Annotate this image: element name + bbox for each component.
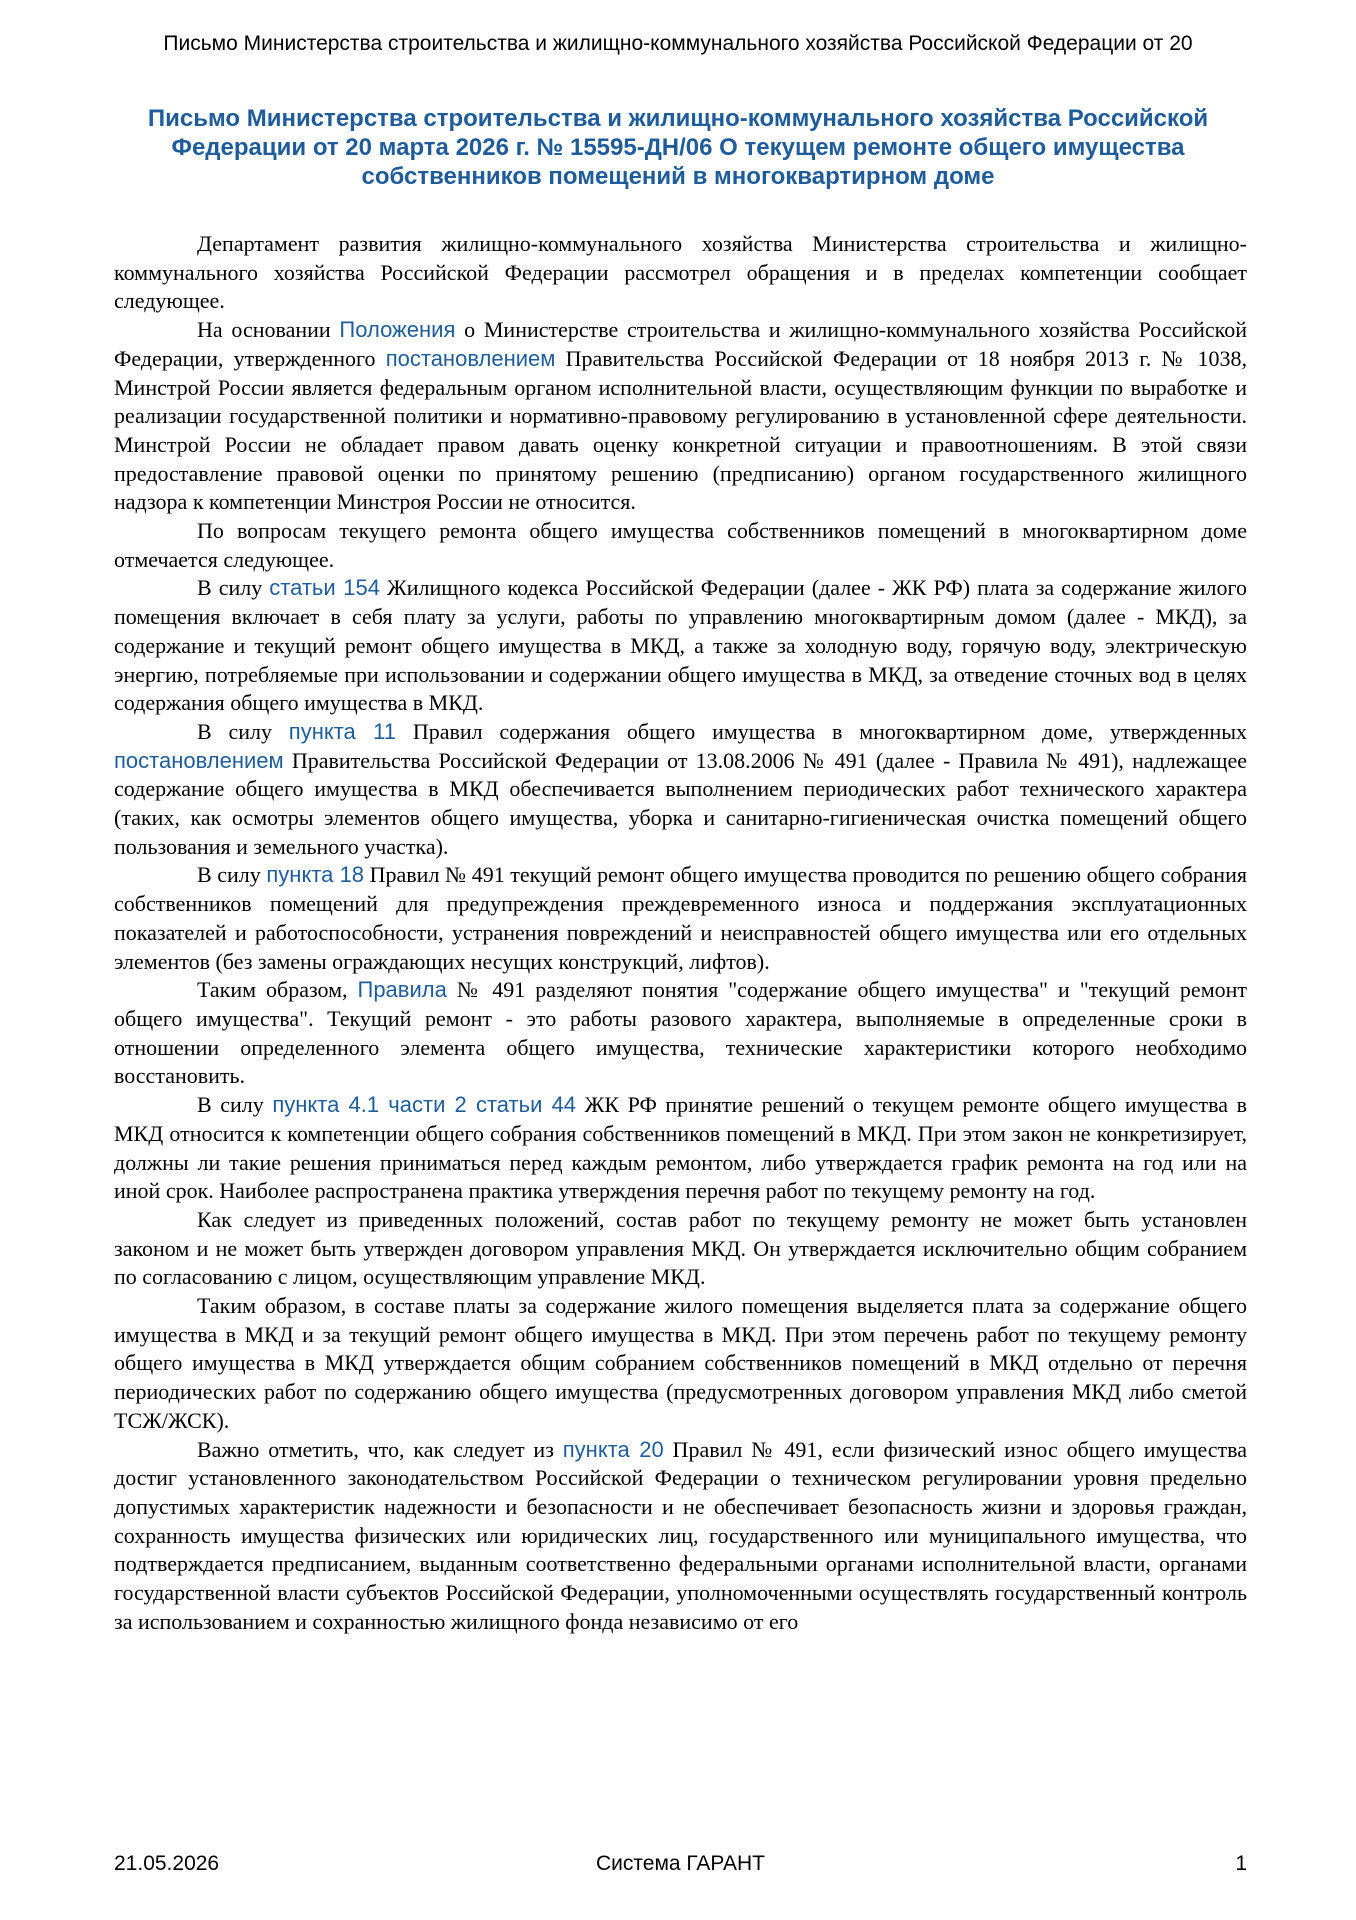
body-paragraph	[114, 574, 1247, 718]
running-header: Письмо Министерства строительства и жилищно-коммунального хозяйства Российской Федерации от 20	[163, 32, 1193, 55]
body-paragraph	[114, 718, 1247, 862]
paragraph-text: Правил содержания общего имущества в многоквартирном доме, утвержденных	[396, 718, 1247, 744]
paragraph-text: Таким образом, в составе платы за содержание жилого помещения выделяется плата за содержание общего имущества в МКД и за текущий ремонт общего имущества в МКД. При этом перечень работ по текущему ремонту общего имущества в МКД утверждается общим собранием собственников помещений в МКД отдельно от перечня периодических работ по содержанию общего имущества (предусмотренных договором управления МКД либо сметой ТСЖ/ЖСК).	[114, 1293, 1247, 1433]
paragraph-text: В силу	[197, 718, 289, 744]
paragraph-text: Департамент развития жилищно-коммунального хозяйства Министерства строительства и жилищно-коммунального хозяйства Российской Федерации рассмотрел обращения и в пределах компетенции сообщает следующее.	[114, 231, 1247, 314]
paragraph-text: Как следует из приведенных положений, состав работ по текущему ремонту не может быть установлен законом и не может быть утвержден договором управления МКД. Он утверждается исключительно общим собранием по согласованию с лицом, осуществляющим управление МКД.	[114, 1206, 1247, 1290]
document-link[interactable]: пункта 18	[266, 862, 365, 888]
body-paragraph	[114, 1292, 1247, 1436]
paragraph-text: Важно отметить, что, как следует из	[197, 1436, 563, 1462]
document-link[interactable]: статьи 154	[269, 575, 381, 601]
paragraph-text: ЖК РФ принятие решений о текущем ремонте общего имущества в МКД относится к компетенции общего собрания собственников помещений в МКД. При этом закон не конкретизирует, должны ли такие решения приниматься перед каждым ремонтом, либо утверждается график ремонта на год или на иной срок. Наиболее распространена практика утверждения перечня работ по текущему ремонту на год.	[114, 1092, 1247, 1204]
paragraph-text: Жилищного кодекса Российской Федерации (далее - ЖК РФ) плата за содержание жилого помещения включает в себя плату за услуги, работы по управлению многоквартирным домом (далее - МКД), за содержание и текущий ремонт общего имущества в МКД, а также за холодную воду, горячую воду, электрическую энергию, потребляемые при использовании и содержании общего имущества в МКД, за отведение сточных вод в целях содержания общего имущества в МКД.	[114, 575, 1248, 716]
paragraph-text: В силу	[197, 1092, 273, 1118]
footer-system-name: Система ГАРАНТ	[596, 1852, 765, 1875]
paragraph-text: № 491 разделяют понятия "содержание общего имущества" и "текущий ремонт общего имущества". Текущий ремонт - это работы разового характера, выполняемые в определенные сроки в отношении определенного элемента общего имущества, технические характеристики которого необходимо восстановить.	[114, 977, 1247, 1089]
paragraph-text: По вопросам текущего ремонта общего имущества собственников помещений в многоквартирном доме отмечается следующее.	[114, 518, 1247, 572]
paragraph-text: Правил № 491, если физический износ общего имущества достиг установленного законодательством Российской Федерации о техническом регулировании уровня предельно допустимых характеристик надежности и безопасности и не обеспечивает безопасность жизни и здоровья граждан, сохранность имущества физических или юридических лиц, государственного или муниципального имущества, что подтверждается предписанием, выданным соответственно федеральными органами исполнительной власти, органами государственной власти субъектов Российской Федерации, уполномоченными осуществлять государственный контроль за использованием и сохранностью жилищного фонда независимо от его	[114, 1436, 1247, 1634]
paragraph-text: Таким образом,	[197, 977, 358, 1003]
document-link[interactable]: пункта 20	[562, 1436, 664, 1462]
document-link[interactable]: постановлением	[385, 345, 556, 371]
footer-page-number: 1	[1235, 1852, 1247, 1875]
paragraph-text: В силу	[197, 862, 267, 888]
body-paragraph	[114, 976, 1247, 1091]
document-body	[114, 230, 1247, 1636]
paragraph-text: Правительства Российской Федерации от 18 ноября 2013 г. № 1038, Минстрой России является федеральным органом исполнительной власти, осуществляющим функции по выработке и реализации государственной политики и нормативно-правовому регулированию в установленной сфере деятельности. Минстрой России не обладает правом давать оценку конкретной ситуации и правоотношениям. В этой связи предоставление правовой оценки по принятому решению (предписанию) органом государственного жилищного надзора к компетенции Минстроя России не относится.	[114, 345, 1247, 515]
body-paragraph	[114, 517, 1247, 574]
body-paragraph	[114, 230, 1247, 316]
document-link[interactable]: пункта 11	[288, 718, 397, 744]
paragraph-text: Правительства Российской Федерации от 13.08.2006 № 491 (далее - Правила № 491), надлежащее содержание общего имущества в МКД обеспечивается выполнением периодических работ технического характера (таких, как осмотры элементов общего имущества, уборка и санитарно-гигиеническая очистка помещений общего пользования и земельного участка).	[114, 747, 1247, 859]
body-paragraph	[114, 1436, 1247, 1637]
paragraph-text: Правил № 491 текущий ремонт общего имущества проводится по решению общего собрания собственников помещений для предупреждения преждевременного износа и поддержания эксплуатационных показателей и работоспособности, устранения повреждений и неисправностей общего имущества или его отдельных элементов (без замены ограждающих несущих конструкций, лифтов).	[114, 862, 1247, 974]
document-link[interactable]: Положения	[339, 317, 456, 343]
footer-date: 21.05.2026	[114, 1852, 220, 1875]
paragraph-text: В силу	[197, 575, 270, 601]
document-link[interactable]: Правила	[357, 977, 447, 1003]
document-link[interactable]: постановлением	[114, 747, 284, 773]
body-paragraph	[114, 1206, 1247, 1292]
document-link[interactable]: пункта 4.1 части 2 статьи 44	[272, 1092, 577, 1118]
document-title: Письмо Министерства строительства и жилищно-коммунального хозяйства Российской Федерации от 20 марта 2026 г. № 15595-ДН/06 О текущем ремонте общего имущества собственников помещений в многоквартирном доме	[147, 105, 1209, 190]
paragraph-text: На основании	[197, 317, 340, 343]
paragraph-text: о Министерстве строительства и жилищно-коммунального хозяйства Российской Федерации, утвержденного	[114, 317, 1248, 371]
body-paragraph	[114, 316, 1247, 517]
body-paragraph	[114, 1091, 1247, 1206]
body-paragraph	[114, 861, 1247, 976]
